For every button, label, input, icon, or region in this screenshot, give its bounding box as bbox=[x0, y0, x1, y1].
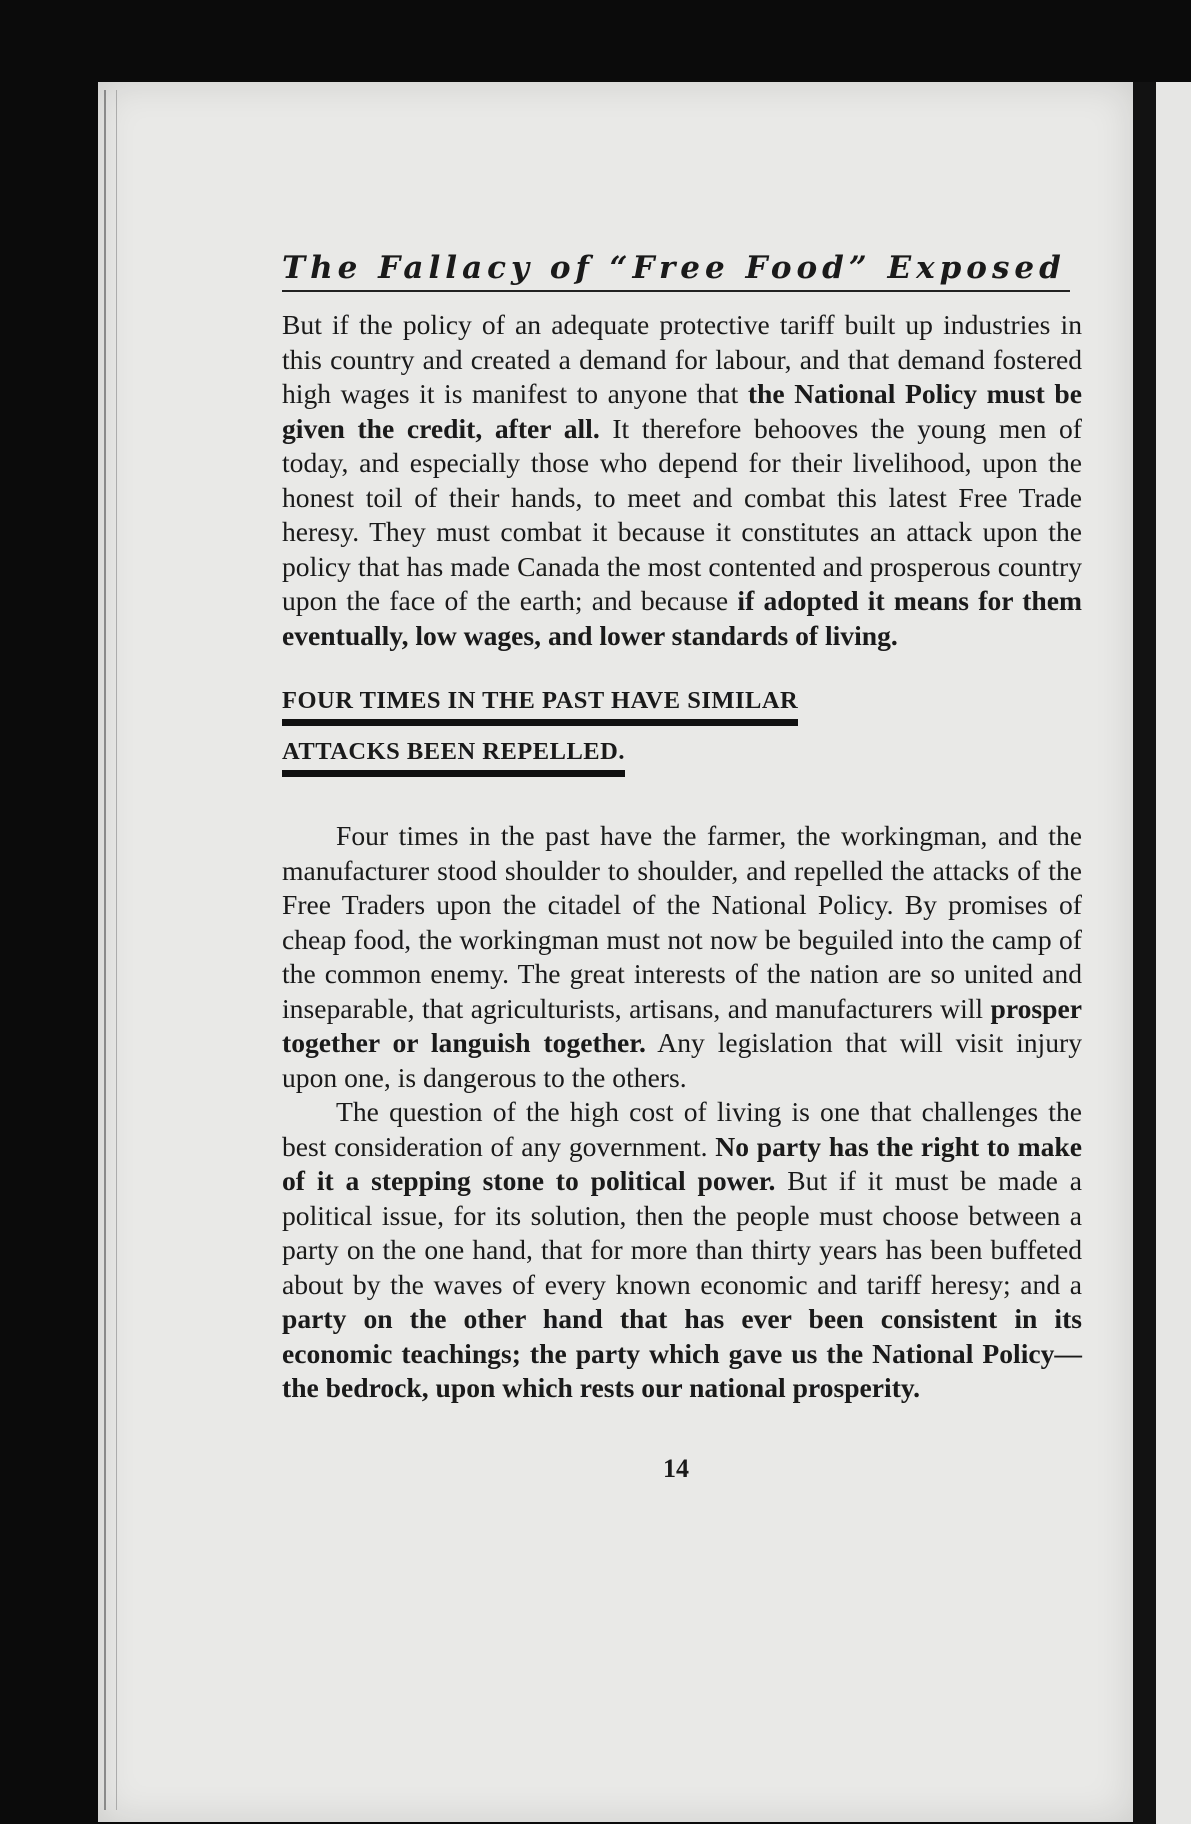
paragraph bbox=[282, 819, 1082, 1095]
bold-text-run: the National Policy must be given the credit, after all. bbox=[282, 378, 1082, 444]
page-content bbox=[282, 250, 1082, 1484]
page-number: 14 bbox=[663, 1453, 689, 1483]
running-head: The Fallacy of “Free Food” Exposed bbox=[282, 250, 1070, 292]
bold-text-run: prosper together or languish together. bbox=[282, 992, 1082, 1058]
bold-text-run: if adopted it means for them eventually, low wages, and lower standards of living. bbox=[282, 585, 1082, 651]
text-run: But if the policy of an adequate protective tariff built up industries in this country and created a demand for labour, and that demand fostered high wages it is manifest to anyone that bbox=[282, 309, 1082, 409]
next-page-edge bbox=[1156, 82, 1191, 1824]
text-run: But if it must be made a political issue, for its solution, then the people must choose between a party on the one hand, that for more than thirty years has been buffeted about by the waves of every known economic and tariff heresy; and a bbox=[282, 1165, 1082, 1300]
paragraph bbox=[282, 1095, 1082, 1406]
section-heading-line-2: ATTACKS BEEN REPELLED. bbox=[282, 738, 625, 777]
section-heading-line-1: FOUR TIMES IN THE PAST HAVE SIMILAR bbox=[282, 687, 798, 726]
bold-text-run: No party has the right to make of it a stepping stone to political power. bbox=[282, 1130, 1082, 1196]
text-run: Any legislation that will visit injury upon one, is dangerous to the others. bbox=[282, 1027, 1082, 1093]
section-heading bbox=[282, 687, 1082, 789]
text-run: Four times in the past have the farmer, the workingman, and the manufacturer stood shoulder to shoulder, and repelled the attacks of the Free Traders upon the citadel of the National Policy. By promises of cheap food, the workingman must not now be beguiled into the camp of the common enemy. The great interests of the nation are so united and inseparable, that agriculturists, artisans, and manufacturers will bbox=[282, 820, 1082, 1024]
text-run: It therefore behooves the young men of today, and especially those who depend for their livelihood, upon the honest toil of their hands, to meet and combat this latest Free Trade heresy. They must combat it because it constitutes an attack upon the policy that has made Canada the most contented and prosperous country upon the face of the earth; and because bbox=[282, 412, 1082, 616]
paragraph bbox=[282, 308, 1082, 653]
bold-text-run: party on the other hand that has ever been consistent in its economic teachings; the party which gave us the National Policy—the bedrock, upon which rests our national prosperity. bbox=[282, 1303, 1082, 1403]
text-run: The question of the high cost of living is one that challenges the best consideration of any government. bbox=[282, 1096, 1082, 1162]
binding-rule bbox=[104, 90, 117, 1810]
